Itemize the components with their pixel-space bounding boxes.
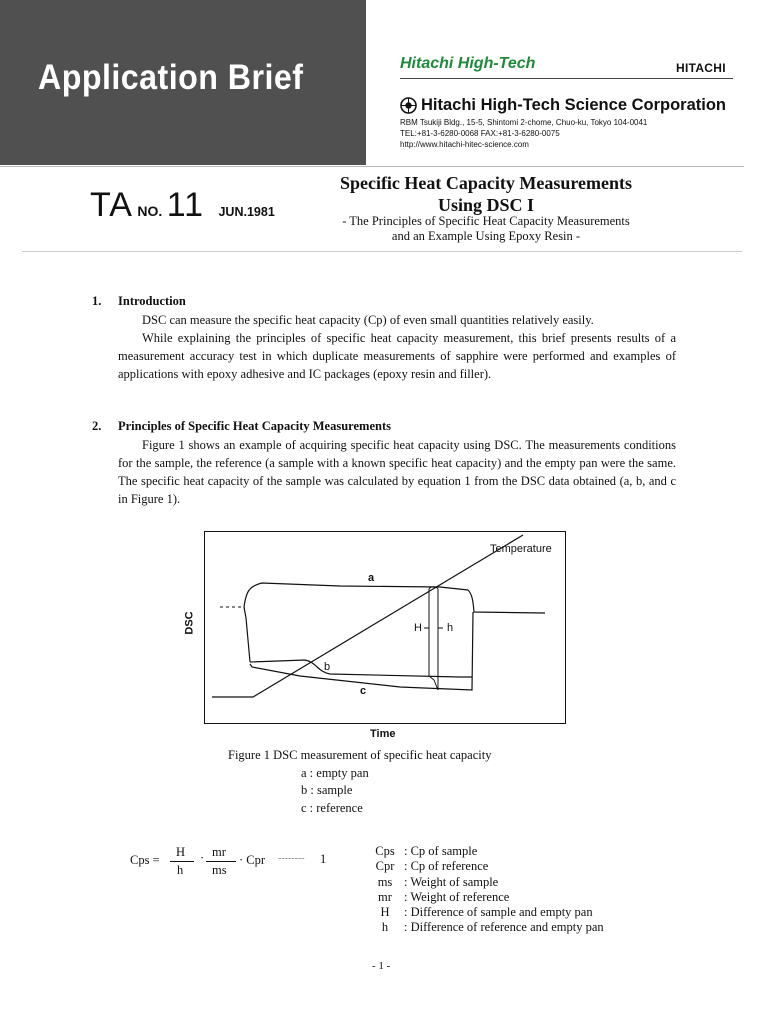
hitachi-high-tech-logo: Hitachi High-Tech	[400, 55, 536, 72]
corp-name: Hitachi High-Tech Science Corporation	[421, 96, 726, 114]
definition-symbol: h	[381, 920, 389, 935]
definition-symbol: Cpr	[375, 859, 395, 874]
definition-text: : Weight of sample	[404, 874, 499, 889]
hitachi-logo: HITACHI	[676, 61, 726, 75]
definition-symbol: Cps	[375, 844, 395, 858]
temperature-label: Temperature	[490, 543, 552, 555]
title-line-2: Using DSC I	[437, 195, 535, 215]
label-h: h	[447, 622, 454, 634]
section-1-paragraph-1: DSC can measure the specific heat capacity (Cp) of even small quantities relatively easily.	[142, 313, 594, 327]
equation-cpr: · Cpr	[239, 853, 266, 867]
label-a: a	[368, 572, 375, 584]
equation-dot-1: ·	[200, 851, 205, 865]
ta-number: 11	[166, 186, 205, 224]
banner-title: Application Brief	[38, 58, 304, 97]
definition-text: : Cp of sample	[404, 844, 478, 858]
label-H: H	[414, 622, 422, 634]
definition-row	[366, 859, 604, 874]
label-b: b	[324, 661, 331, 673]
definition-symbol: H	[380, 905, 390, 920]
curve-b-sample	[250, 660, 472, 677]
bar-cap	[429, 587, 438, 690]
equation-lhs: Cps =	[130, 853, 160, 867]
fraction-bar-1	[170, 861, 194, 862]
definition-symbol: mr	[378, 889, 392, 904]
definition-row	[366, 905, 604, 920]
subtitle-line-1: - The Principles of Specific Heat Capacity Measurements	[342, 214, 630, 228]
definition-row	[366, 875, 604, 890]
temperature-line	[212, 535, 523, 697]
ta-no-label: NO.	[137, 203, 163, 219]
doc-date: JUN.1981	[218, 205, 275, 219]
section-1-title: Introduction	[118, 294, 186, 308]
title-line-1: Specific Heat Capacity Measurements	[339, 173, 633, 193]
equation-number: 1	[320, 852, 327, 866]
section-2-number: 2.	[92, 419, 102, 433]
definition-text: : Difference of sample and empty pan	[404, 905, 593, 920]
definition-row	[366, 920, 604, 935]
section-2-paragraph-1: Figure 1 shows an example of acquiring specific heat capacity using DSC. The measurements conditions for the sample, the reference (a sample with a known specific heat capacity) and the empty pan were the same. The specific heat capacity of the sample was calculated by equation 1 from the DSC data obtained (a, b, and c in Figure 1).	[118, 438, 676, 506]
label-c: c	[360, 685, 367, 697]
definition-symbol: ms	[377, 874, 393, 889]
equation-numerator-mr: mr	[212, 845, 226, 859]
section-1-number: 1.	[92, 294, 102, 308]
symbol-definitions	[366, 844, 604, 936]
fraction-bar-2	[206, 861, 236, 862]
address: RBM Tsukiji Bldg., 15-5, Shintomi 2-chome, Chuo-ku, Tokyo 104-0041	[400, 118, 648, 127]
y-axis-label: DSC	[183, 611, 196, 635]
definition-text: : Cp of reference	[404, 859, 489, 874]
contact: TEL:+81-3-6280-0068 FAX:+81-3-6280-0075	[400, 129, 560, 138]
equation-numerator-H: H	[176, 845, 186, 859]
subtitle-line-2: and an Example Using Epoxy Resin -	[391, 229, 581, 243]
definition-row	[366, 844, 604, 859]
ta-prefix: TA	[90, 186, 133, 224]
section-2-title: Principles of Specific Heat Capacity Measurements	[118, 419, 391, 433]
legend-b: b : sample	[301, 783, 353, 797]
equation-denominator-ms: ms	[212, 863, 227, 877]
curve-a-empty-pan	[244, 583, 545, 613]
equation-denominator-h: h	[177, 863, 184, 877]
definition-text: : Difference of reference and empty pan	[404, 920, 604, 935]
section-1-paragraph-2: While explaining the principles of specific heat capacity measurement, this brief presents results of a measurement accuracy test in which duplicate measurements of sapphire were performed and examples of applications with epoxy adhesive and IC packages (epoxy resin and filler).	[118, 331, 676, 381]
legend-a: a : empty pan	[301, 766, 369, 780]
definition-text: : Weight of reference	[404, 889, 510, 904]
website-url[interactable]: http://www.hitachi-hitec-science.com	[400, 140, 529, 149]
curve-left-edge	[244, 607, 250, 662]
figure-caption: Figure 1 DSC measurement of specific heat capacity	[228, 748, 492, 762]
legend-c: c : reference	[301, 801, 363, 815]
x-axis-label: Time	[370, 728, 396, 740]
definition-row	[366, 890, 604, 905]
equation-dashes: --------	[278, 853, 305, 864]
page-number: - 1 -	[372, 960, 391, 972]
